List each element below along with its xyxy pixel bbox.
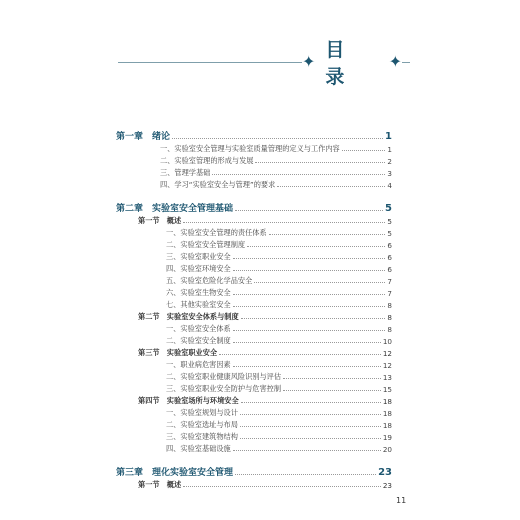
toc-entry-label: 第二章 实验室安全管理基础 [116,204,234,214]
sparkle-icon: ✦ [302,52,316,71]
toc-entry-label: 二、实验室管理的形成与发展 [160,156,254,165]
sparkle-icon: ✦ [388,52,402,71]
toc-entry-label: 二、实验室选址与布局 [166,420,238,429]
toc-page-number: 8 [387,325,392,334]
dot-leader [235,474,376,475]
toc-item[interactable] [116,166,392,178]
header-rule-left [118,62,302,63]
toc-page-number: 4 [387,181,392,190]
toc-page-number: 19 [382,433,392,442]
dot-leader [219,354,381,355]
toc-entry-label: 五、实验室危险化学品安全 [166,276,253,285]
dot-leader [255,162,385,163]
header-rule-right [402,62,410,63]
toc-page-number: 5 [387,229,392,238]
toc-entry-label: 七、其他实验室安全 [166,300,231,309]
toc-entry-label: 六、实验室生物安全 [166,288,231,297]
dot-leader [277,186,385,187]
toc-page-number: 5 [387,217,392,226]
dot-leader [233,342,381,343]
toc-page-number: 8 [387,313,392,322]
toc-item[interactable] [116,178,392,190]
toc-page-number: 18 [382,397,392,406]
toc-entry-label: 四、实验室基础设施 [166,444,231,453]
toc-entry-label: 二、实验室职业健康风险识别与评估 [166,372,282,381]
toc-entry-label: 三、实验室职业安全防护与危害控制 [166,384,282,393]
toc-page-number: 5 [385,203,392,214]
toc-item[interactable] [116,430,392,442]
dot-leader [241,318,386,319]
dot-leader [233,330,386,331]
dot-leader [233,306,386,307]
toc-entry-label: 三、实验室建筑物结构 [166,432,238,441]
dot-leader [283,378,381,379]
toc-page-number: 15 [382,385,392,394]
toc-header [0,39,520,88]
toc-page-number: 18 [382,421,392,430]
toc-item[interactable] [116,226,392,238]
toc-page-number: 18 [382,409,392,418]
toc-entry-label: 第一节 概述 [138,480,182,489]
toc-item[interactable] [116,370,392,382]
toc-page-number: 6 [387,265,392,274]
toc-section[interactable] [116,394,392,406]
toc-item[interactable] [116,442,392,454]
toc-item[interactable] [116,358,392,370]
toc-page-number: 3 [387,169,392,178]
dot-leader [183,486,381,487]
toc-entry-label: 第三章 理化实验室安全管理 [116,468,234,478]
title-group [302,39,402,88]
dot-leader [342,150,386,151]
dot-leader [240,414,381,415]
page-title: 目 录 [325,39,351,88]
toc-entry-label: 三、实验室职业安全 [166,252,231,261]
toc-entry-label: 四、学习“实验室安全与管理”的要求 [160,180,276,189]
toc-chapter-1[interactable] [116,126,392,142]
toc-item[interactable] [116,238,392,250]
toc-page-number: 12 [382,361,392,370]
toc-section[interactable] [116,310,392,322]
toc-entry-label: 第一节 概述 [138,216,182,225]
toc-page-number: 8 [387,301,392,310]
dot-leader [172,138,383,139]
toc-page-number: 12 [382,349,392,358]
toc-page-number: 13 [382,373,392,382]
toc-section[interactable] [116,214,392,226]
toc-entry-label: 一、实验室安全体系 [166,324,231,333]
toc-item[interactable] [116,274,392,286]
toc-entry-label: 四、实验室环境安全 [166,264,231,273]
toc-entry-label: 一、实验室规划与设计 [166,408,238,417]
toc-entry-label: 第一章 绪论 [116,132,171,142]
toc-item[interactable] [116,154,392,166]
dot-leader [240,438,381,439]
table-of-contents [116,126,392,490]
toc-entry-label: 第三节 实验室职业安全 [138,348,218,357]
toc-entry-label: 一、实验室安全管理的责任体系 [166,228,267,237]
toc-page-number: 23 [382,481,392,490]
toc-entry-label: 第四节 实验室场所与环境安全 [138,396,239,405]
dot-leader [183,222,385,223]
toc-page-number: 6 [387,241,392,250]
page-number: 11 [396,496,407,505]
toc-item[interactable] [116,406,392,418]
dot-leader [233,294,386,295]
chapter-spacer [116,454,392,462]
toc-page-number: 23 [378,467,392,478]
toc-page-number: 2 [387,157,392,166]
toc-entry-label: 一、职业病危害因素 [166,360,231,369]
toc-item[interactable] [116,382,392,394]
toc-item[interactable] [116,322,392,334]
toc-item[interactable] [116,418,392,430]
toc-page-number: 1 [387,145,392,154]
dot-leader [233,258,386,259]
dot-leader [254,282,385,283]
toc-entry-label: 二、实验室安全管理制度 [166,240,246,249]
toc-chapter-3[interactable] [116,462,392,478]
dot-leader [241,402,381,403]
dot-leader [269,234,386,235]
dot-leader [233,366,381,367]
dot-leader [233,450,381,451]
toc-entry-label: 第二节 实验室安全体系与制度 [138,312,239,321]
toc-chapter-2[interactable] [116,198,392,214]
dot-leader [240,426,381,427]
toc-page-number: 7 [387,277,392,286]
toc-item[interactable] [116,262,392,274]
toc-section[interactable] [116,346,392,358]
dot-leader [212,174,385,175]
toc-item[interactable] [116,298,392,310]
dot-leader [247,246,385,247]
toc-page-number: 6 [387,253,392,262]
chapter-spacer [116,190,392,198]
toc-item[interactable] [116,142,392,154]
toc-page-number: 10 [382,337,392,346]
toc-item[interactable] [116,250,392,262]
toc-page-number: 7 [387,289,392,298]
toc-entry-label: 二、实验室安全制度 [166,336,231,345]
toc-item[interactable] [116,286,392,298]
toc-section[interactable] [116,478,392,490]
toc-item[interactable] [116,334,392,346]
toc-page-number: 20 [382,445,392,454]
dot-leader [233,270,386,271]
dot-leader [235,210,383,211]
toc-entry-label: 三、管理学基础 [160,168,211,177]
toc-page-number: 1 [385,131,392,142]
toc-entry-label: 一、实验室安全管理与实验室质量管理的定义与工作内容 [160,144,340,153]
dot-leader [283,390,381,391]
